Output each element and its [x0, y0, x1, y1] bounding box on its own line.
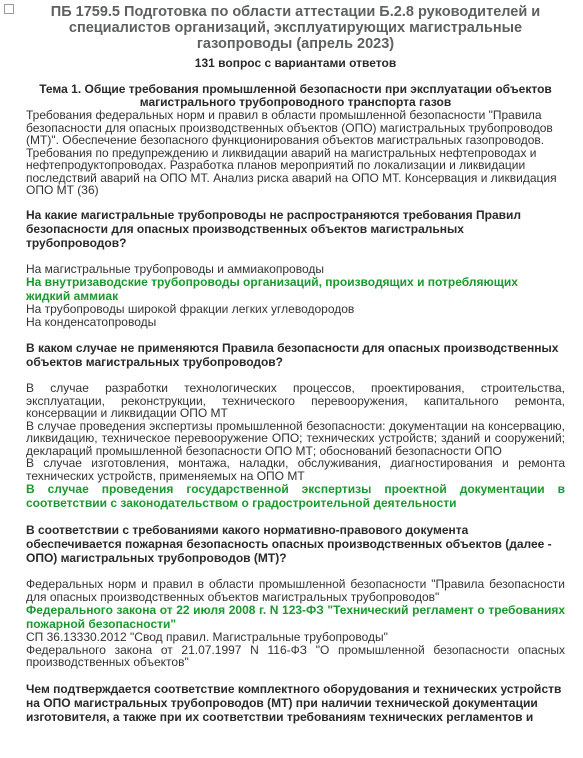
answer-option: Федеральных норм и правил в области промышленной безопасности "Правила безопасности для опасных производственных объектов магистральных трубопроводов" — [26, 577, 565, 604]
answer-option-correct: В случае проведения государственной экспертизы проектной документации в соответствии с законодательством о градостроительной деятельности — [26, 482, 565, 510]
page-corner-checkbox — [4, 4, 14, 14]
question-2: В каком случае не применяются Правила безопасности для опасных производственных объектов магистральных трубопроводов? — [26, 341, 559, 369]
answer-option: На конденсатопроводы — [26, 314, 157, 329]
answer-option-correct: Федерального закона от 22 июля 2008 г. N 123-ФЗ "Технический регламент о требованиях пожарной безопасности" — [26, 603, 565, 631]
document-subtitle: 131 вопрос с вариантами ответов — [194, 56, 397, 70]
answer-option: На магистральные трубопроводы и аммиакопроводы — [26, 261, 324, 276]
answer-option: На трубопроводы широкой фракции легких углеводородов — [26, 302, 355, 316]
topic-description: Требования федеральных норм и правил в области промышленной безопасности "Правила безопасности для опасных производственных объектов (ОПО) магистральных трубопроводов (МТ)". Обеспечение безопасного функционирования объектов магистральных газопроводов. Требования по предупреждению и ликвидации аварий на магистральных нефтепроводах и нефтепродуктопроводах. Разработка планов мероприятий по локализации и ликвидации последствий аварий на ОПО МТ. Анализ риска аварий на ОПО МТ. Консервация и ликвидация ОПО МТ (36) — [26, 108, 557, 197]
answer-option: В случае проведения экспертизы промышленной безопасности: документации на консервацию, ликвидацию, техническое перевооружение ОПО; технических устройств; зданий и сооружений; деклараций промышленной безопасности ОПО МТ; обоснований безопасности ОПО — [26, 418, 565, 458]
document-title: ПБ 1759.5 Подготовка по области аттестации Б.2.8 руководителей и специалистов организаций, эксплуатирующих магистральные газопроводы (апрель 2023) — [50, 4, 541, 52]
answer-option: СП 36.13330.2012 "Свод правил. Магистральные трубопроводы" — [26, 630, 388, 644]
answer-list-1 — [26, 263, 565, 329]
answer-option: Федерального закона от 21.07.1997 N 116-ФЗ "О промышленной безопасности опасных производственных объектов" — [26, 642, 565, 669]
answer-option: В случае изготовления, монтажа, наладки, обслуживания, диагностирования и ремонта технических устройств, применяемых на ОПО МТ — [26, 456, 565, 483]
answer-list-3 — [26, 578, 565, 669]
topic-title: Тема 1. Общие требования промышленной безопасности при эксплуатации объектов магистрального трубопроводного транспорта газов — [39, 82, 552, 109]
question-4: Чем подтверждается соответствие комплектного оборудования и технических устройств на ОПО магистральных трубопроводов (МТ) при наличии технической документации изготовителя, а также при их соответствии требованиям технических регламентов и — [26, 681, 562, 724]
answer-list-2 — [26, 382, 565, 510]
answer-option: В случае разработки технологических процессов, проектирования, строительства, эксплуатации, реконструкции, технического перевооружения, капитального ремонта, консервации и ликвидации ОПО МТ — [26, 381, 565, 420]
answer-option-correct: На внутризаводские трубопроводы организаций, производящих и потребляющих жидкий аммиак — [26, 275, 518, 303]
question-1: На какие магистральные трубопроводы не распространяются требования Правил безопасности для опасных производственных объектов магистральных трубопроводов? — [26, 207, 522, 250]
question-3: В соответствии с требованиями какого нормативно-правового документа обеспечивается пожарная безопасность опасных производственных объектов (далее - ОПО) магистральных трубопроводов (МТ)? — [26, 523, 552, 565]
